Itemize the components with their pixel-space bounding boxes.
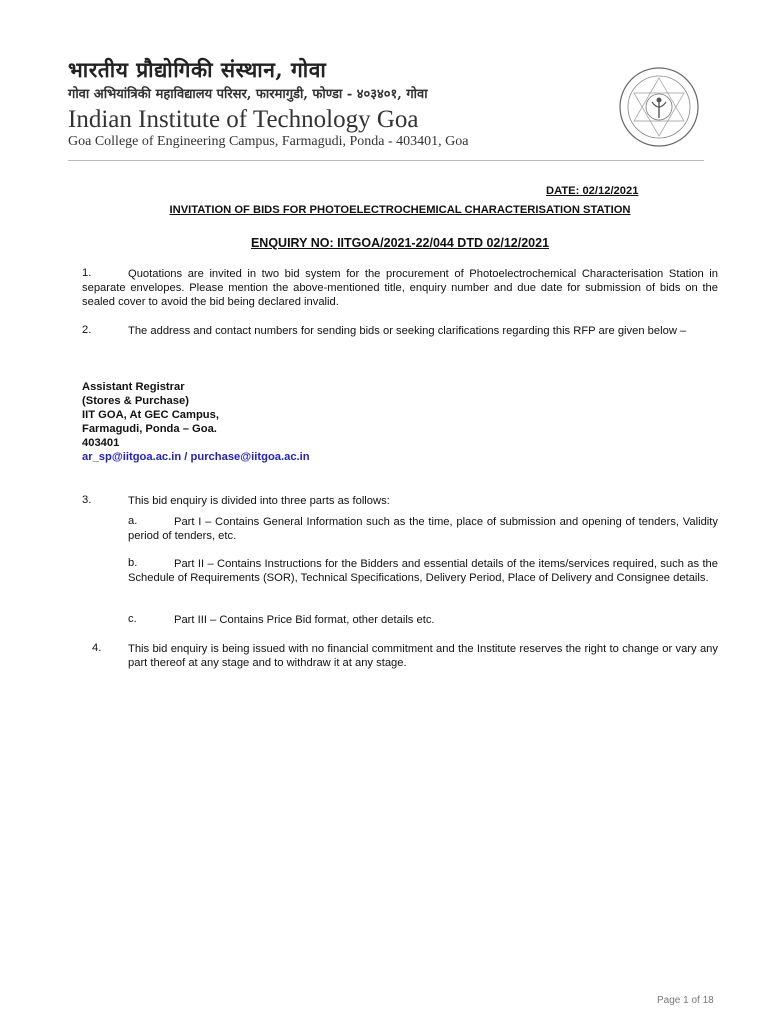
sub-c-number: c.	[128, 613, 137, 625]
sub-b-text: Part II – Contains Instructions for the Bidders and essential details of the items/services required, such as the Schedule of Requirements (SOR), Technical Specifications, Delivery Period, Place of Delivery and Consignee details.	[128, 558, 718, 584]
para2-text: The address and contact numbers for sending bids or seeking clarifications regarding this RFP are given below –	[128, 325, 687, 337]
para3-number: 3.	[82, 494, 92, 506]
address-line-1: Assistant Registrar	[82, 381, 185, 393]
document-title: INVITATION OF BIDS FOR PHOTOELECTROCHEMICAL CHARACTERISATION STATION	[169, 204, 631, 216]
para4-text: This bid enquiry is being issued with no financial commitment and the Institute reserves the right to change or vary any part thereof at any stage and to withdraw it at any stage.	[128, 643, 718, 669]
para4-number: 4.	[92, 642, 102, 654]
document-date: DATE: 02/12/2021	[546, 185, 639, 197]
hindi-institute-name: भारतीय प्रौद्योगिकी संस्थान, गोवा	[68, 57, 327, 82]
institute-seal-logo	[618, 66, 700, 148]
address-line-3: IIT GOA, At GEC Campus,	[82, 409, 219, 421]
enquiry-number: ENQUIRY NO: IITGOA/2021-22/044 DTD 02/12/2021	[250, 236, 550, 250]
sub-c-text: Part III – Contains Price Bid format, other details etc.	[174, 614, 435, 626]
institute-name: Indian Institute of Technology Goa	[68, 106, 419, 133]
institute-address: Goa College of Engineering Campus, Farmagudi, Ponda - 403401, Goa	[68, 134, 469, 149]
hindi-institute-address: गोवा अभियांत्रिकी महाविद्यालय परिसर, फारमागुडी, फोण्डा - ४०३४०१, गोवा	[68, 87, 428, 102]
address-line-5: 403401	[82, 437, 120, 449]
para1-number: 1.	[82, 267, 92, 279]
address-line-2: (Stores & Purchase)	[82, 395, 189, 407]
page-number: Page 1 of 18	[657, 995, 714, 1006]
sub-a-number: a.	[128, 515, 138, 527]
sub-b-number: b.	[128, 557, 138, 569]
para3-text: This bid enquiry is divided into three parts as follows:	[128, 495, 390, 507]
para1-text: Quotations are invited in two bid system for the procurement of Photoelectrochemical Characterisation Station in separate envelopes. Please mention the above-mentioned title, enquiry number and due date for submission of bids on the sealed cover to avoid the bid being declared invalid.	[82, 268, 718, 308]
email-link[interactable]: ar_sp@iitgoa.ac.in / purchase@iitgoa.ac.in	[82, 451, 310, 463]
header-divider	[68, 160, 704, 161]
para2-number: 2.	[82, 324, 92, 336]
address-block	[82, 380, 310, 464]
sub-a-text: Part I – Contains General Information such as the time, place of submission and opening of tenders, Validity period of tenders, etc.	[128, 516, 718, 542]
address-line-4: Farmagudi, Ponda – Goa.	[82, 423, 217, 435]
